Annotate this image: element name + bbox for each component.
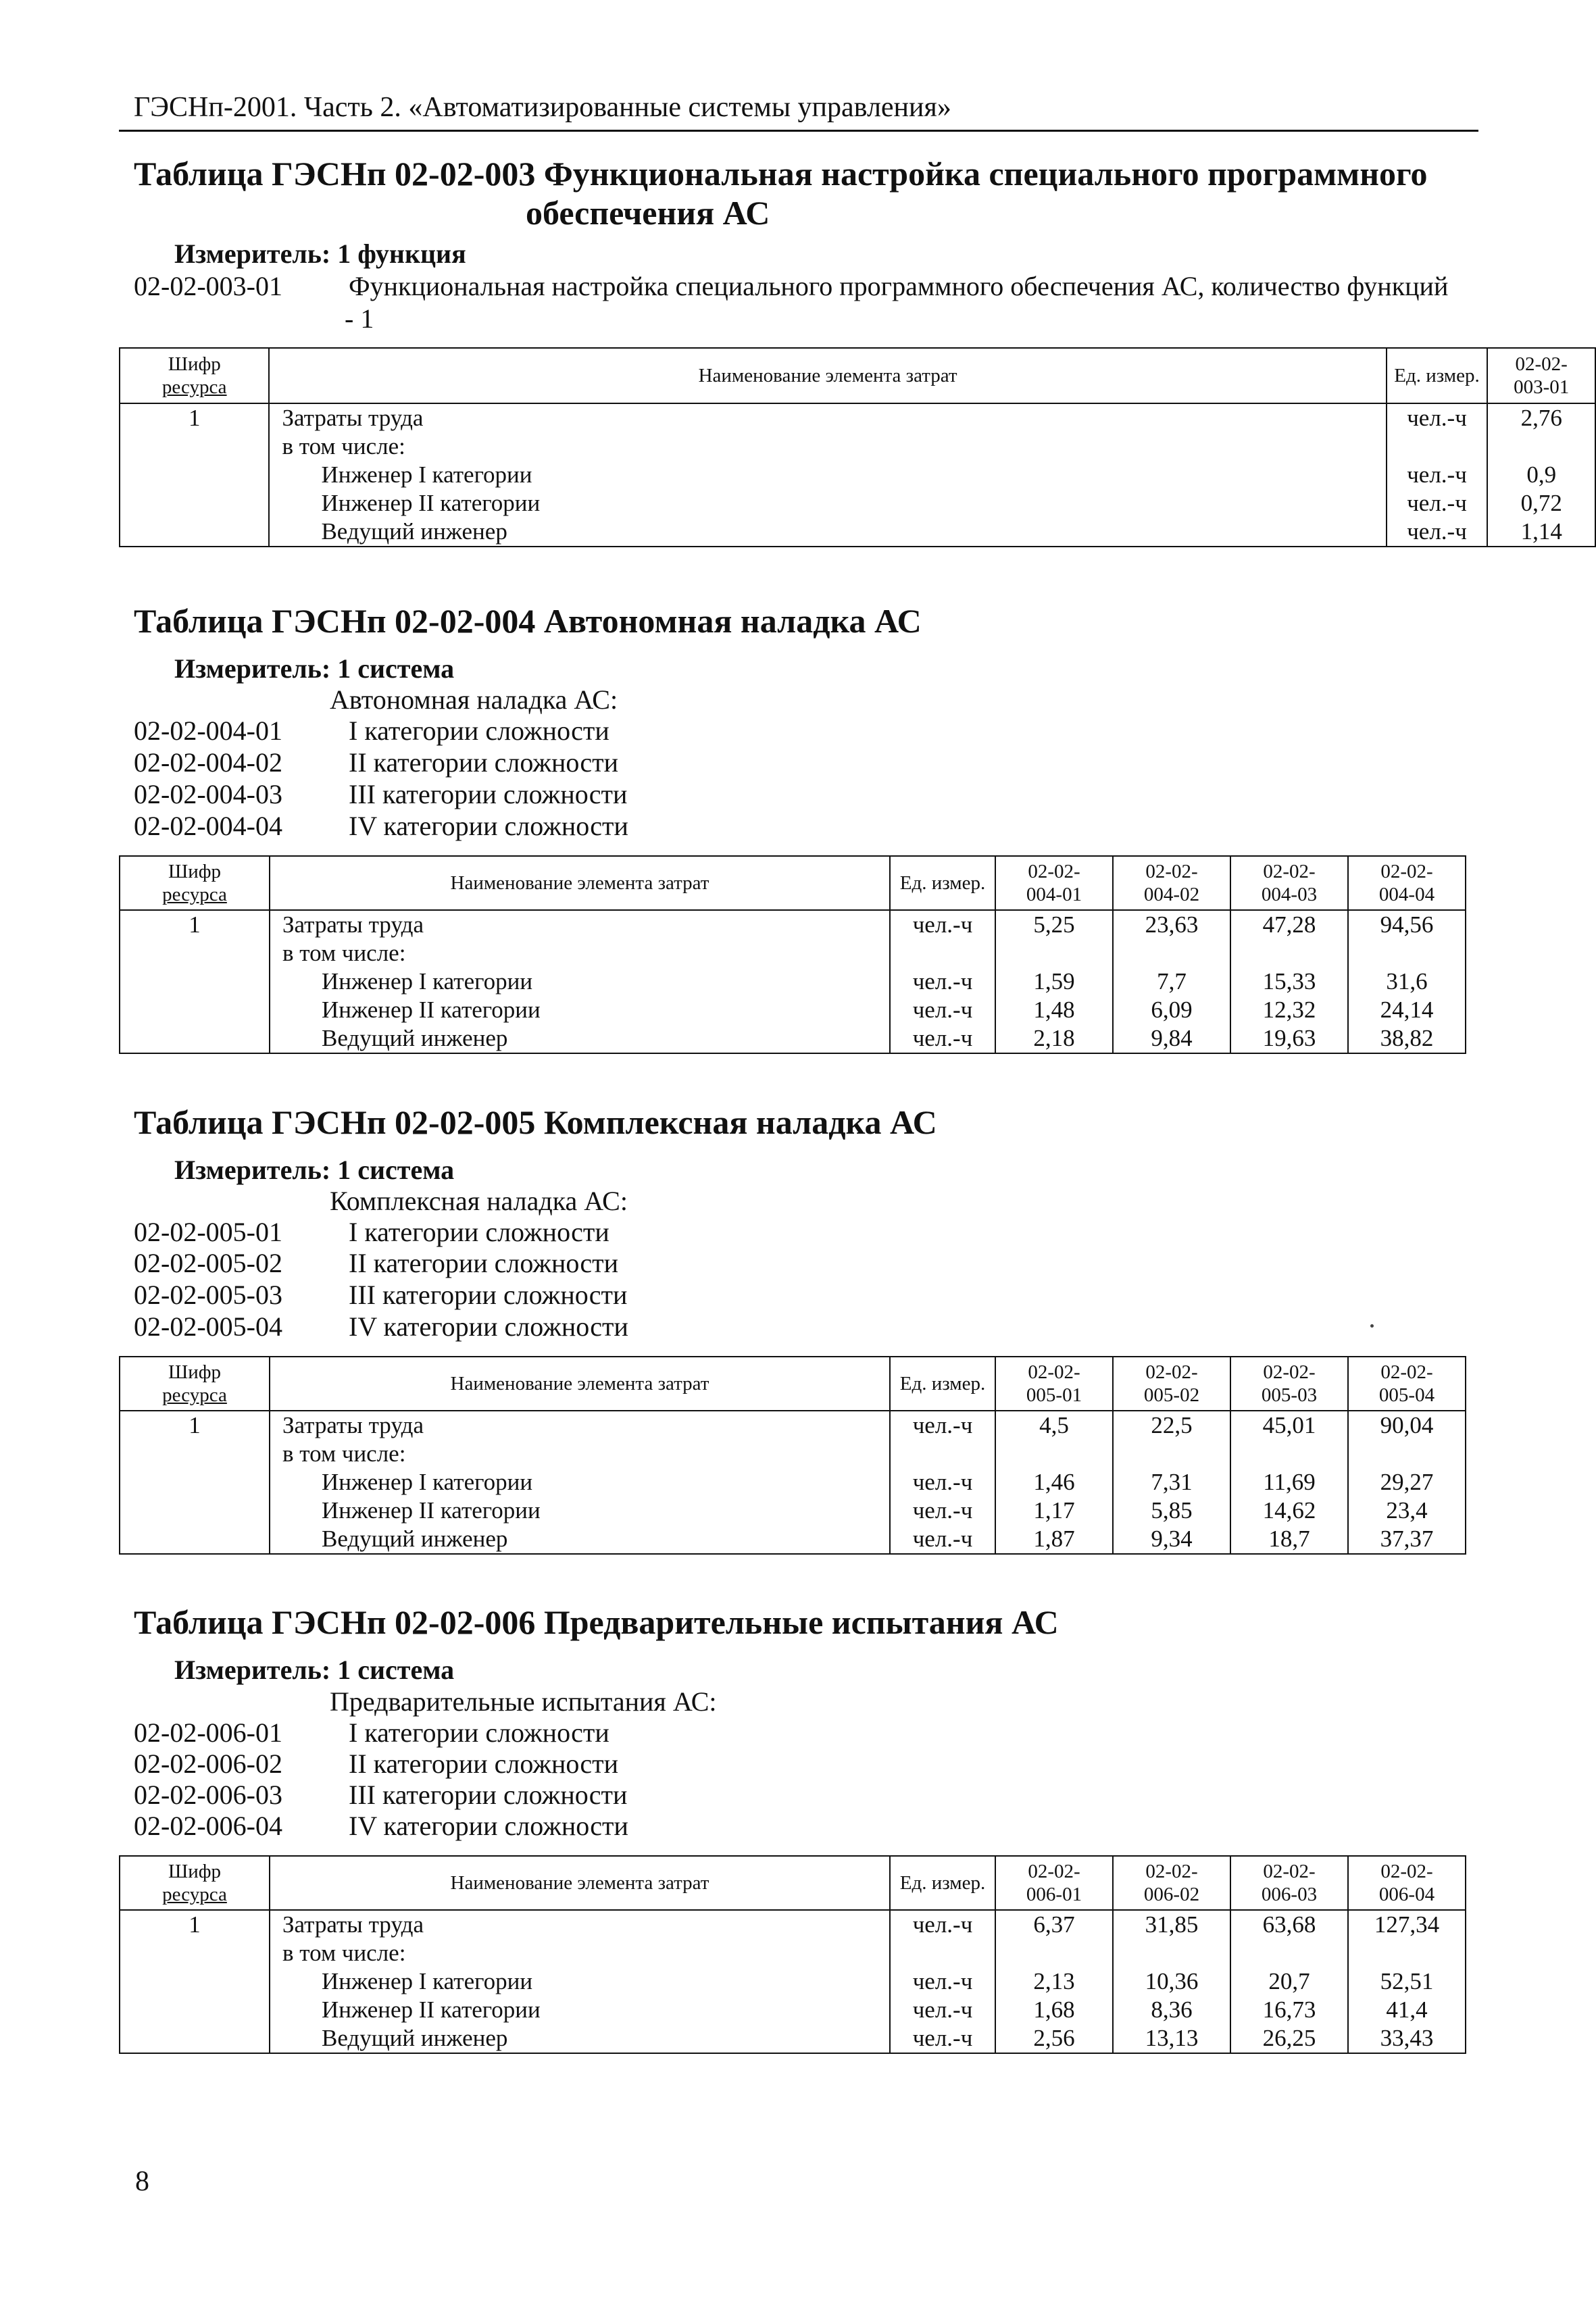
value-cell: 1,87 bbox=[995, 1525, 1113, 1554]
norm-code: 02-02-003-01 bbox=[134, 271, 282, 301]
header-line: ресурса bbox=[162, 1384, 227, 1406]
norm-column-header bbox=[995, 856, 1113, 910]
resource-code-cell bbox=[120, 1996, 270, 2024]
norm-code: 02-02-005-02 bbox=[134, 1248, 282, 1278]
value-cell: 14,62 bbox=[1230, 1496, 1348, 1525]
header-line: 02-02- bbox=[1145, 861, 1198, 882]
norm-code: 02-02-004-02 bbox=[134, 747, 282, 778]
work-group-label: Предварительные испытания АС: bbox=[330, 1686, 717, 1717]
table-row bbox=[120, 489, 1595, 518]
cost-name-cell: Инженер I категории bbox=[270, 1967, 890, 1996]
header-line: 02-02- bbox=[1515, 353, 1568, 375]
value-cell: 1,59 bbox=[995, 967, 1113, 996]
value-cell: 24,14 bbox=[1348, 996, 1466, 1024]
header-line: 005-01 bbox=[1026, 1384, 1082, 1406]
value-cell: 1,14 bbox=[1487, 518, 1595, 547]
cost-name-cell: в том числе: bbox=[270, 1440, 890, 1468]
value-cell: 2,76 bbox=[1487, 403, 1595, 432]
value-cell: 12,32 bbox=[1230, 996, 1348, 1024]
table-body bbox=[120, 1910, 1466, 2053]
table-header bbox=[120, 856, 1466, 910]
header-line: 02-02- bbox=[1028, 1361, 1080, 1383]
resource-code-cell: 1 bbox=[120, 910, 270, 939]
header-line: 02-02- bbox=[1263, 861, 1316, 882]
table-row bbox=[120, 1468, 1466, 1496]
value-cell bbox=[1230, 1440, 1348, 1468]
cost-name-cell: Ведущий инженер bbox=[269, 518, 1386, 547]
norm-description: III категории сложности bbox=[349, 779, 628, 809]
value-cell: 29,27 bbox=[1348, 1468, 1466, 1496]
unit-cell: чел.-ч bbox=[1387, 518, 1488, 547]
value-cell: 15,33 bbox=[1230, 967, 1348, 996]
header-line: Шифр bbox=[168, 1861, 222, 1882]
header-line: 004-03 bbox=[1261, 884, 1318, 905]
value-cell: 94,56 bbox=[1348, 910, 1466, 939]
table-row bbox=[120, 967, 1466, 996]
value-cell: 0,72 bbox=[1487, 489, 1595, 518]
value-cell: 2,18 bbox=[995, 1024, 1113, 1053]
measure-value: 1 система bbox=[337, 1155, 455, 1185]
resource-code-cell bbox=[120, 2024, 270, 2053]
value-cell: 38,82 bbox=[1348, 1024, 1466, 1053]
measure-value: 1 система bbox=[337, 653, 455, 684]
cost-name-cell: Инженер II категории bbox=[270, 1996, 890, 2024]
norm-column-header bbox=[995, 1856, 1113, 1910]
value-cell: 7,31 bbox=[1113, 1468, 1230, 1496]
header-row bbox=[120, 1357, 1466, 1411]
cost-name-cell: Ведущий инженер bbox=[270, 1024, 890, 1053]
value-cell: 45,01 bbox=[1230, 1411, 1348, 1440]
value-cell: 33,43 bbox=[1348, 2024, 1466, 2053]
header-line: 02-02- bbox=[1380, 1861, 1433, 1882]
norm-code: 02-02-004-03 bbox=[134, 779, 282, 809]
header-line: Шифр bbox=[168, 353, 221, 375]
work-group-label: Автономная наладка АС: bbox=[330, 684, 618, 715]
table-row bbox=[120, 1967, 1466, 1996]
unit-cell: чел.-ч bbox=[890, 2024, 995, 2053]
unit-cell: чел.-ч bbox=[890, 1525, 995, 1554]
measure-unit bbox=[174, 653, 454, 684]
value-cell: 4,5 bbox=[995, 1411, 1113, 1440]
measure-unit bbox=[174, 238, 466, 270]
header-line: 006-03 bbox=[1261, 1884, 1318, 1905]
norm-code: 02-02-006-03 bbox=[134, 1780, 282, 1810]
header-line: 004-01 bbox=[1026, 884, 1082, 905]
resource-code-cell bbox=[120, 967, 270, 996]
value-cell: 5,25 bbox=[995, 910, 1113, 939]
scan-speck bbox=[1370, 1324, 1374, 1328]
value-cell bbox=[1348, 1440, 1466, 1468]
measure-label: Измеритель: bbox=[174, 1155, 331, 1185]
measure-unit bbox=[174, 1654, 454, 1686]
norm-description: II категории сложности bbox=[349, 1248, 619, 1278]
value-cell bbox=[1113, 939, 1230, 967]
value-cell: 2,56 bbox=[995, 2024, 1113, 2053]
unit-cell: чел.-ч bbox=[890, 1496, 995, 1525]
unit-cell: чел.-ч bbox=[1387, 489, 1488, 518]
header-line: 02-02- bbox=[1145, 1861, 1198, 1882]
value-cell bbox=[995, 1939, 1113, 1967]
unit-cell: чел.-ч bbox=[1387, 461, 1488, 489]
cost-name-header: Наименование элемента затрат bbox=[270, 1856, 890, 1910]
header-line: 004-02 bbox=[1143, 884, 1200, 905]
value-cell: 31,85 bbox=[1113, 1910, 1230, 1939]
header-line: 004-04 bbox=[1378, 884, 1435, 905]
header-line: Шифр bbox=[168, 1361, 222, 1383]
table-row bbox=[120, 1525, 1466, 1554]
value-cell: 6,37 bbox=[995, 1910, 1113, 1939]
cost-name-header: Наименование элемента затрат bbox=[270, 856, 890, 910]
table-row bbox=[120, 1910, 1466, 1939]
unit-header: Ед. измер. bbox=[1387, 348, 1488, 403]
cost-table bbox=[119, 855, 1466, 1054]
header-line: 005-04 bbox=[1378, 1384, 1435, 1406]
resource-code-cell bbox=[120, 1525, 270, 1554]
norm-column-header bbox=[1230, 856, 1348, 910]
value-cell: 26,25 bbox=[1230, 2024, 1348, 2053]
header-line: 006-01 bbox=[1026, 1884, 1082, 1905]
table-title-continued: обеспечения АС bbox=[526, 194, 770, 232]
cost-name-cell: Инженер I категории bbox=[270, 1468, 890, 1496]
table-header bbox=[120, 1856, 1466, 1910]
page-number: 8 bbox=[135, 2166, 149, 2197]
value-cell: 10,36 bbox=[1113, 1967, 1230, 1996]
value-cell: 9,34 bbox=[1113, 1525, 1230, 1554]
norm-column-header bbox=[1113, 1856, 1230, 1910]
value-cell: 23,63 bbox=[1113, 910, 1230, 939]
norm-code: 02-02-004-01 bbox=[134, 715, 282, 746]
norm-description: III категории сложности bbox=[349, 1280, 628, 1310]
value-cell: 13,13 bbox=[1113, 2024, 1230, 2053]
resource-code-cell: 1 bbox=[120, 403, 269, 432]
norm-column-header bbox=[1230, 1856, 1348, 1910]
running-header: ГЭСНп-2001. Часть 2. «Автоматизированные системы управления» bbox=[134, 92, 951, 123]
value-cell: 8,36 bbox=[1113, 1996, 1230, 2024]
cost-name-cell: Ведущий инженер bbox=[270, 1525, 890, 1554]
value-cell: 1,17 bbox=[995, 1496, 1113, 1525]
header-line: 006-02 bbox=[1143, 1884, 1200, 1905]
unit-cell: чел.-ч bbox=[890, 1967, 995, 1996]
unit-cell bbox=[890, 1939, 995, 1967]
table-title: Таблица ГЭСНп 02-02-004 Автономная наладка АС bbox=[134, 602, 922, 640]
value-cell: 47,28 bbox=[1230, 910, 1348, 939]
resource-code-cell bbox=[120, 432, 269, 461]
work-group-label: Комплексная наладка АС: bbox=[330, 1186, 628, 1216]
header-line: 02-02- bbox=[1145, 1361, 1198, 1383]
value-cell: 20,7 bbox=[1230, 1967, 1348, 1996]
value-cell: 90,04 bbox=[1348, 1411, 1466, 1440]
cost-name-cell: Затраты труда bbox=[270, 910, 890, 939]
norm-column-header bbox=[1348, 856, 1466, 910]
header-line: Шифр bbox=[168, 861, 222, 882]
norm-code: 02-02-005-04 bbox=[134, 1311, 282, 1342]
header-line: 005-02 bbox=[1143, 1384, 1200, 1406]
norm-description: I категории сложности bbox=[349, 1717, 609, 1748]
measure-label: Измеритель: bbox=[174, 238, 331, 269]
cost-name-cell: Инженер I категории bbox=[270, 967, 890, 996]
cost-table bbox=[119, 1855, 1466, 2054]
header-line: 02-02- bbox=[1263, 1361, 1316, 1383]
resource-code-cell bbox=[120, 1967, 270, 1996]
norm-column-header bbox=[995, 1357, 1113, 1411]
cost-name-cell: Ведущий инженер bbox=[270, 2024, 890, 2053]
value-cell: 5,85 bbox=[1113, 1496, 1230, 1525]
value-cell: 11,69 bbox=[1230, 1468, 1348, 1496]
resource-code-header bbox=[120, 348, 269, 403]
value-cell: 127,34 bbox=[1348, 1910, 1466, 1939]
unit-cell: чел.-ч bbox=[890, 1910, 995, 1939]
value-cell bbox=[1230, 939, 1348, 967]
table-row bbox=[120, 1440, 1466, 1468]
cost-name-header: Наименование элемента затрат bbox=[270, 1357, 890, 1411]
table-title: Таблица ГЭСНп 02-02-003 Функциональная настройка специального программного bbox=[134, 155, 1428, 193]
cost-name-cell: Инженер II категории bbox=[270, 996, 890, 1024]
cost-name-cell: в том числе: bbox=[270, 1939, 890, 1967]
header-line: 02-02- bbox=[1028, 861, 1080, 882]
cost-name-cell: Инженер I категории bbox=[269, 461, 1386, 489]
value-cell bbox=[1487, 432, 1595, 461]
norm-description: Функциональная настройка специального программного обеспечения АС, количество функций bbox=[349, 271, 1449, 301]
value-cell: 37,37 bbox=[1348, 1525, 1466, 1554]
resource-code-cell bbox=[120, 1496, 270, 1525]
norm-column-header bbox=[1348, 1856, 1466, 1910]
value-cell: 0,9 bbox=[1487, 461, 1595, 489]
header-line: 003-01 bbox=[1514, 376, 1570, 398]
table-title: Таблица ГЭСНп 02-02-006 Предварительные испытания АС bbox=[134, 1603, 1059, 1641]
value-cell: 19,63 bbox=[1230, 1024, 1348, 1053]
value-cell bbox=[1113, 1939, 1230, 1967]
table-body bbox=[120, 910, 1466, 1053]
table-body bbox=[120, 403, 1595, 547]
unit-header: Ед. измер. bbox=[890, 856, 995, 910]
header-line: 006-04 bbox=[1378, 1884, 1435, 1905]
resource-code-cell: 1 bbox=[120, 1411, 270, 1440]
value-cell: 16,73 bbox=[1230, 1996, 1348, 2024]
unit-cell: чел.-ч bbox=[890, 1024, 995, 1053]
resource-code-cell bbox=[120, 489, 269, 518]
resource-code-cell bbox=[120, 939, 270, 967]
unit-header: Ед. измер. bbox=[890, 1856, 995, 1910]
resource-code-cell bbox=[120, 461, 269, 489]
norm-code: 02-02-006-01 bbox=[134, 1717, 282, 1748]
unit-cell: чел.-ч bbox=[1387, 403, 1488, 432]
resource-code-cell bbox=[120, 1468, 270, 1496]
value-cell: 2,13 bbox=[995, 1967, 1113, 1996]
measure-value: 1 система bbox=[337, 1655, 455, 1685]
table-row bbox=[120, 403, 1595, 432]
value-cell: 63,68 bbox=[1230, 1910, 1348, 1939]
table-row bbox=[120, 1411, 1466, 1440]
norm-column-header bbox=[1113, 1357, 1230, 1411]
table-row bbox=[120, 1939, 1466, 1967]
unit-cell: чел.-ч bbox=[890, 1996, 995, 2024]
measure-value: 1 функция bbox=[337, 238, 466, 269]
resource-code-cell bbox=[120, 518, 269, 547]
value-cell bbox=[1113, 1440, 1230, 1468]
value-cell: 41,4 bbox=[1348, 1996, 1466, 2024]
value-cell: 52,51 bbox=[1348, 1967, 1466, 1996]
table-header bbox=[120, 348, 1595, 403]
table-row bbox=[120, 910, 1466, 939]
resource-code-header bbox=[120, 1856, 270, 1910]
value-cell: 1,48 bbox=[995, 996, 1113, 1024]
value-cell bbox=[1348, 1939, 1466, 1967]
cost-table bbox=[119, 1356, 1466, 1555]
table-row bbox=[120, 939, 1466, 967]
value-cell: 6,09 bbox=[1113, 996, 1230, 1024]
table-row bbox=[120, 1024, 1466, 1053]
measure-unit bbox=[174, 1154, 454, 1186]
header-line: ресурса bbox=[162, 884, 227, 905]
table-row bbox=[120, 461, 1595, 489]
value-cell: 9,84 bbox=[1113, 1024, 1230, 1053]
header-line: 02-02- bbox=[1380, 1361, 1433, 1383]
resource-code-cell bbox=[120, 1939, 270, 1967]
unit-cell: чел.-ч bbox=[890, 967, 995, 996]
header-rule bbox=[119, 130, 1478, 132]
value-cell: 22,5 bbox=[1113, 1411, 1230, 1440]
header-line: 005-03 bbox=[1261, 1384, 1318, 1406]
header-line: 02-02- bbox=[1028, 1861, 1080, 1882]
norm-code: 02-02-006-04 bbox=[134, 1811, 282, 1841]
header-line: 02-02- bbox=[1380, 861, 1433, 882]
value-cell: 1,68 bbox=[995, 1996, 1113, 2024]
norm-code: 02-02-004-04 bbox=[134, 811, 282, 841]
table-row bbox=[120, 432, 1595, 461]
table-row bbox=[120, 2024, 1466, 2053]
unit-cell bbox=[890, 939, 995, 967]
cost-name-header: Наименование элемента затрат bbox=[269, 348, 1386, 403]
value-cell bbox=[1348, 939, 1466, 967]
unit-cell bbox=[1387, 432, 1488, 461]
unit-cell bbox=[890, 1440, 995, 1468]
norm-description: IV категории сложности bbox=[349, 1311, 628, 1342]
header-line: ресурса bbox=[162, 1884, 227, 1905]
cost-name-cell: Затраты труда bbox=[270, 1411, 890, 1440]
value-cell: 1,46 bbox=[995, 1468, 1113, 1496]
header-line: 02-02- bbox=[1263, 1861, 1316, 1882]
measure-label: Измеритель: bbox=[174, 1655, 331, 1685]
value-cell bbox=[995, 1440, 1113, 1468]
header-row bbox=[120, 856, 1466, 910]
resource-code-cell: 1 bbox=[120, 1910, 270, 1939]
table-row bbox=[120, 518, 1595, 547]
cost-name-cell: в том числе: bbox=[270, 939, 890, 967]
unit-cell: чел.-ч bbox=[890, 910, 995, 939]
table-row bbox=[120, 996, 1466, 1024]
norm-code: 02-02-005-03 bbox=[134, 1280, 282, 1310]
norm-column-header bbox=[1348, 1357, 1466, 1411]
value-cell bbox=[995, 939, 1113, 967]
table-title: Таблица ГЭСНп 02-02-005 Комплексная наладка АС bbox=[134, 1103, 937, 1141]
unit-cell: чел.-ч bbox=[890, 1468, 995, 1496]
norm-column-header bbox=[1113, 856, 1230, 910]
norm-column-header bbox=[1230, 1357, 1348, 1411]
norm-description: I категории сложности bbox=[349, 1217, 609, 1247]
norm-description: II категории сложности bbox=[349, 747, 619, 778]
unit-cell: чел.-ч bbox=[890, 1411, 995, 1440]
cost-name-cell: Затраты труда bbox=[269, 403, 1386, 432]
resource-code-header bbox=[120, 1357, 270, 1411]
table-row bbox=[120, 1496, 1466, 1525]
norm-description: I категории сложности bbox=[349, 715, 609, 746]
norm-column-header bbox=[1487, 348, 1595, 403]
norm-code: 02-02-005-01 bbox=[134, 1217, 282, 1247]
value-cell: 23,4 bbox=[1348, 1496, 1466, 1525]
cost-name-cell: Инженер II категории bbox=[269, 489, 1386, 518]
table-body bbox=[120, 1411, 1466, 1554]
value-cell: 7,7 bbox=[1113, 967, 1230, 996]
cost-table bbox=[119, 347, 1596, 547]
cost-name-cell: Затраты труда bbox=[270, 1910, 890, 1939]
unit-header: Ед. измер. bbox=[890, 1357, 995, 1411]
resource-code-header bbox=[120, 856, 270, 910]
value-cell: 18,7 bbox=[1230, 1525, 1348, 1554]
unit-cell: чел.-ч bbox=[890, 996, 995, 1024]
norm-description: IV категории сложности bbox=[349, 811, 628, 841]
resource-code-cell bbox=[120, 996, 270, 1024]
resource-code-cell bbox=[120, 1024, 270, 1053]
header-row bbox=[120, 348, 1595, 403]
resource-code-cell bbox=[120, 1440, 270, 1468]
value-cell bbox=[1230, 1939, 1348, 1967]
norm-description: II категории сложности bbox=[349, 1749, 619, 1779]
norm-description: IV категории сложности bbox=[349, 1811, 628, 1841]
table-row bbox=[120, 1996, 1466, 2024]
norm-description: III категории сложности bbox=[349, 1780, 628, 1810]
header-row bbox=[120, 1856, 1466, 1910]
table-header bbox=[120, 1357, 1466, 1411]
measure-label: Измеритель: bbox=[174, 653, 331, 684]
norm-code: 02-02-006-02 bbox=[134, 1749, 282, 1779]
norm-description-continued: - 1 bbox=[345, 303, 374, 334]
header-line: ресурса bbox=[161, 376, 227, 398]
value-cell: 31,6 bbox=[1348, 967, 1466, 996]
cost-name-cell: в том числе: bbox=[269, 432, 1386, 461]
cost-name-cell: Инженер II категории bbox=[270, 1496, 890, 1525]
